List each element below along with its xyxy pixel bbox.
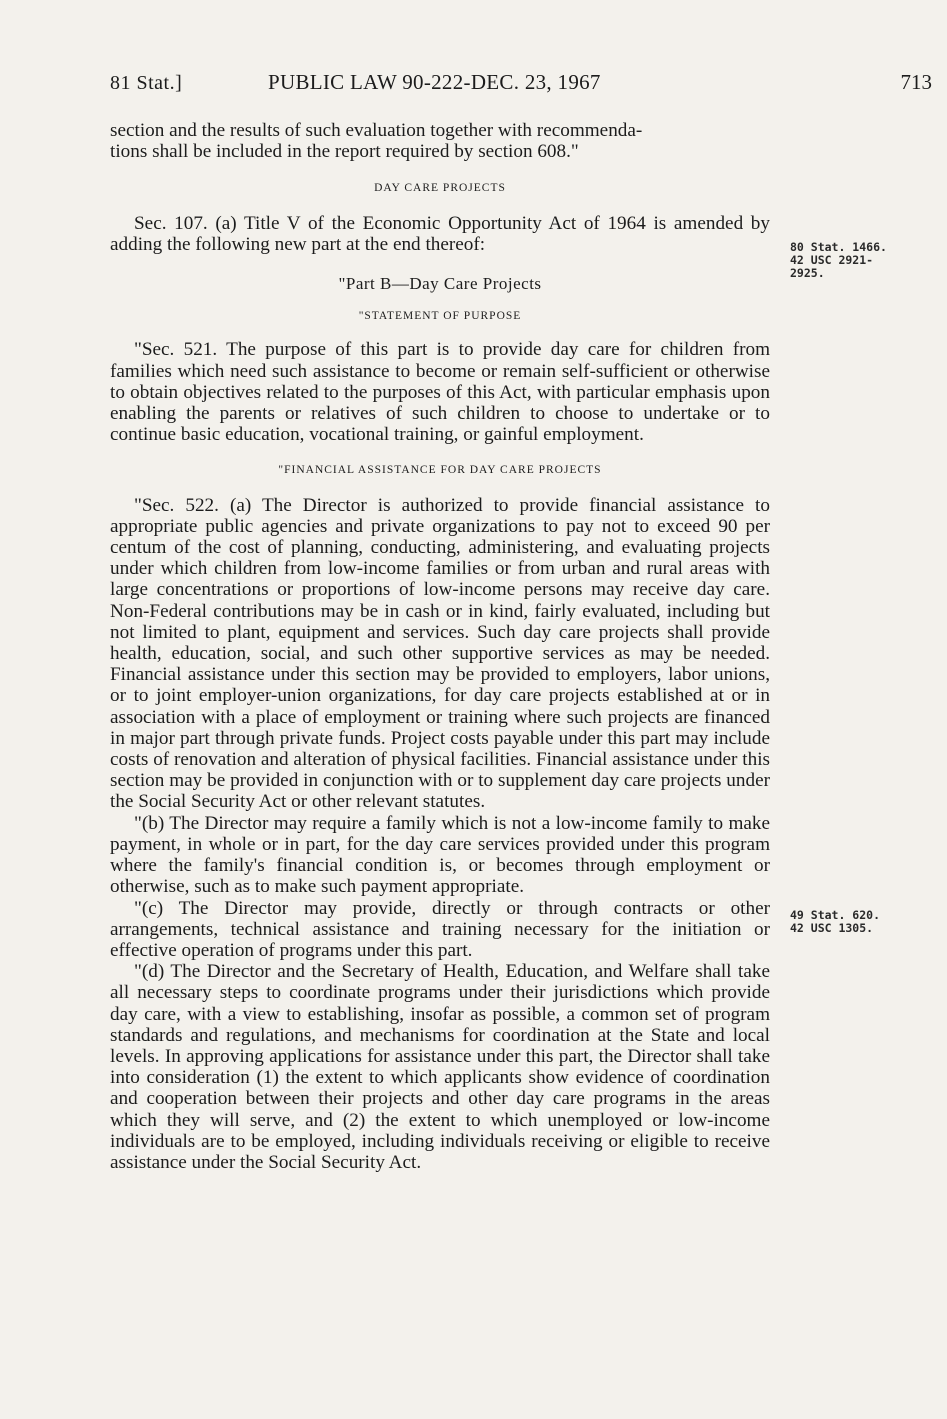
intro-line-2: tions shall be included in the report required by section 608."	[110, 141, 579, 163]
statute-body	[110, 120, 770, 1173]
volume-reference: 81 Stat.]	[110, 72, 183, 94]
page-header	[110, 70, 932, 100]
intro-line-1: section and the results of such evaluation together with recommenda-	[110, 120, 643, 141]
section-107: Sec. 107. (a) Title V of the Economic Opportunity Act of 1964 is amended by adding the following new part at the end thereof:	[110, 212, 770, 255]
page-number: 713	[900, 70, 932, 94]
heading-statement-of-purpose: "STATEMENT OF PURPOSE	[358, 310, 522, 323]
section-522-c: "(c) The Director may provide, directly or through contracts or other arrangements, technical assistance and training necessary for the initiation or effective operation of programs under this part.	[110, 897, 770, 961]
heading-financial-assistance: "FINANCIAL ASSISTANCE FOR DAY CARE PROJECTS	[278, 464, 602, 477]
heading-day-care-projects: DAY CARE PROJECTS	[374, 182, 506, 195]
margin-citation-2: 49 Stat. 620. 42 USC 1305.	[790, 908, 881, 935]
section-521: "Sec. 521. The purpose of this part is to provide day care for children from families which need such assistance to become or remain self-sufficient or otherwise to obtain objectives related to the purposes of this Act, with particular emphasis upon enabling the parents or relatives of such children to choose to undertake or to continue basic education, vocational training, or gainful employment.	[110, 339, 770, 446]
section-522-d: "(d) The Director and the Secretary of Health, Education, and Welfare shall take all necessary steps to coordinate programs under their jurisdictions which provide day care, with a view to establishing, insofar as possible, a common set of program standards and regulations, and mechanisms for coordination at the State and local levels. In approving applications for assistance under this part, the Director shall take into consideration (1) the extent to which applicants show evidence of coordination and cooperation between their projects and other day care programs in the areas which they will serve, and (2) the extent to which unemployed or low-income individuals are to be employed, including individuals receiving or eligible to receive assistance under the Social Security Act.	[110, 961, 770, 1173]
law-title: PUBLIC LAW 90-222-DEC. 23, 1967	[268, 70, 601, 94]
margin-citation-1: 80 Stat. 1466. 42 USC 2921- 2925.	[790, 240, 887, 280]
section-522-b: "(b) The Director may require a family which is not a low-income family to make payment, in whole or in part, for the day care services provided under this program where the family's financial condition is, or becomes through employment or otherwise, such as to make such payment appropriate.	[110, 812, 770, 898]
part-b-heading: "Part B—Day Care Projects	[338, 274, 542, 294]
section-522-a: "Sec. 522. (a) The Director is authorized to provide financial assistance to appropriate public agencies and private organizations to pay not to exceed 90 per centum of the cost of planning, conducting, administering, and evaluating projects under which children from low-income families or from urban and rural areas with large concentrations or proportions of low-income persons may receive day care. Non-Federal contributions may be in cash or in kind, fairly evaluated, including but not limited to plant, equipment and services. Such day care projects shall provide health, education, social, and such other supportive services as may be needed. Financial assistance under this section may be provided to employers, labor unions, or to joint employer-union organizations, for day care projects established at or in association with a place of employment or training where such projects are financed in major part through private funds. Project costs payable under this part may include costs of renovation and alteration of physical facilities. Financial assistance under this section may be provided in conjunction with or to supplement day care projects under the Social Security Act or other relevant statutes.	[110, 494, 770, 813]
